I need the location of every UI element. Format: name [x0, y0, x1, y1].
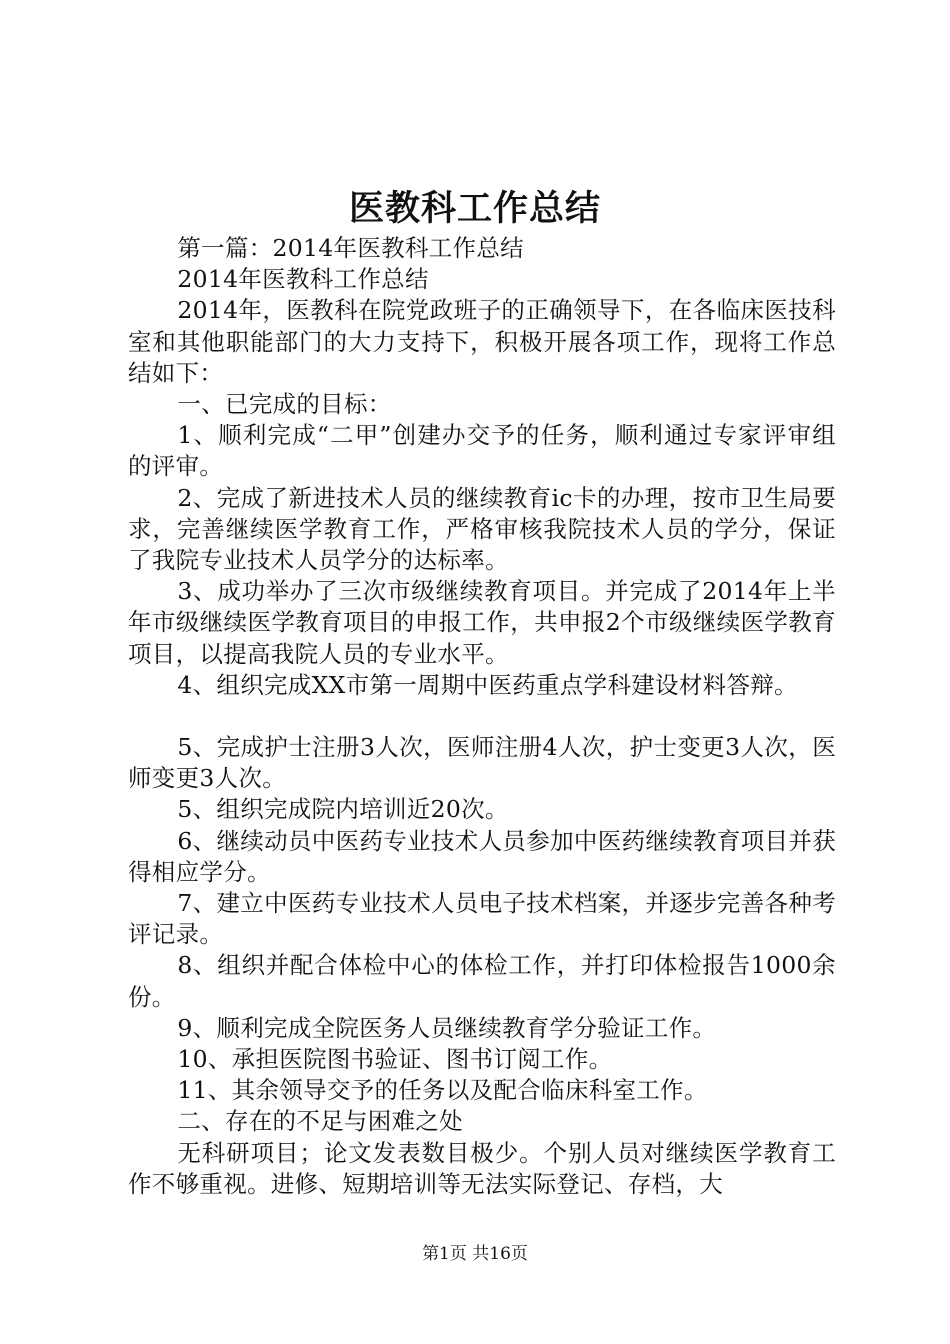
page-footer: 第1页 共16页: [422, 1244, 528, 1264]
list-item: 4、组织完成XX市第一周期中医药重点学科建设材料答辩。: [177, 670, 798, 699]
document-title: 医教科工作总结: [348, 188, 601, 229]
section-heading: 一、已完成的目标：: [177, 390, 392, 419]
list-item: 5、完成护士注册3人次，医师注册4人次，护士变更3人次，医师变更3人次。: [128, 733, 836, 793]
list-item: 9、顺利完成全院医务人员继续教育学分验证工作。: [177, 1013, 717, 1042]
list-item: 10、承担医院图书验证、图书订阅工作。: [177, 1045, 613, 1074]
list-item: 3、成功举办了三次市级继续教育项目。并完成了2014年上半年市级继续医学教育项目的申报工作，共申报2个市级继续医学教育项目，以提高我院人员的专业水平。: [128, 577, 836, 668]
list-item: 1、顺利完成“二甲”创建办交予的任务，顺利通过专家评审组的评审。: [128, 421, 836, 481]
paragraph: 第一篇：2014年医教科工作总结: [177, 234, 524, 262]
section-heading: 二、存在的不足与困难之处: [177, 1107, 463, 1136]
paragraph: 2014年医教科工作总结: [177, 265, 429, 294]
list-item: 7、建立中医药专业技术人员电子技术档案，并逐步完善各种考评记录。: [128, 889, 836, 949]
list-item: 2、完成了新进技术人员的继续教育ic卡的办理，按市卫生局要求，完善继续医学教育工作，严格审核我院技术人员的学分，保证了我院专业技术人员学分的达标率。: [128, 483, 836, 575]
list-item: 6、继续动员中医药专业技术人员参加中医药继续教育项目并获得相应学分。: [128, 826, 836, 886]
paragraph: 无科研项目；论文发表数目极少。个别人员对继续医学教育工作不够重视。进修、短期培训等无法实际登记、存档，大: [128, 1138, 836, 1198]
document-body: [128, 233, 836, 1200]
list-item: 5、组织完成院内培训近20次。: [177, 795, 509, 824]
list-item: 8、组织并配合体检中心的体检工作，并打印体检报告1000余份。: [128, 951, 836, 1011]
list-item: 11、其余领导交予的任务以及配合临床科室工作。: [177, 1076, 708, 1105]
paragraph: 2014年，医教科在院党政班子的正确领导下，在各临床医技科室和其他职能部门的大力支持下，积极开展各项工作，现将工作总结如下：: [128, 296, 836, 387]
